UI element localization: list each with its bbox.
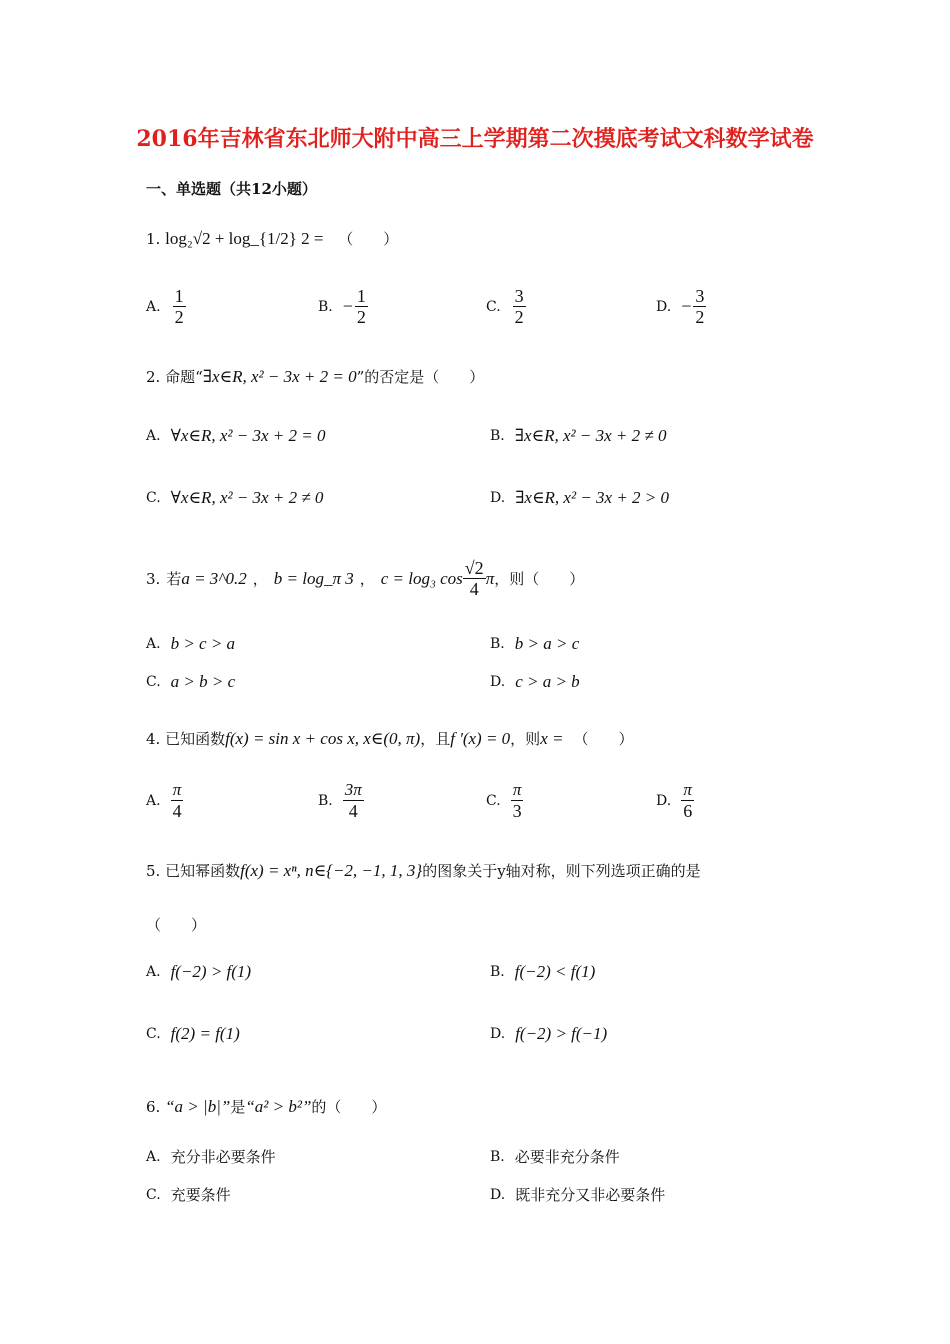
option-5c <box>146 1024 240 1044</box>
option-label: C. <box>486 298 501 315</box>
option-label: A. <box>146 298 161 315</box>
question-text: 若 <box>166 570 182 588</box>
fraction-denominator: 6 <box>683 801 693 821</box>
option-text: ∀x∈R, x² − 3x + 2 = 0 <box>170 426 326 445</box>
question-5-blank: （ ） <box>146 916 207 934</box>
option-label: B. <box>490 964 505 980</box>
option-fraction <box>355 286 368 327</box>
option-label: D. <box>490 674 506 690</box>
fraction-denominator: 2 <box>174 307 184 327</box>
option-fraction <box>171 780 184 821</box>
question-math-pi: π <box>485 568 495 588</box>
option-text: f(−2) > f(1) <box>170 962 252 981</box>
option-text: c > a > b <box>515 672 580 691</box>
question-math: f(x) = sin x + cos x, x∈(0, π) <box>225 729 421 748</box>
option-5b <box>490 962 595 982</box>
option-text: f(−2) < f(1) <box>514 962 596 981</box>
option-text: 既非充分又非必要条件 <box>515 1186 666 1204</box>
fraction-numerator: 1 <box>174 286 184 306</box>
option-fraction <box>681 780 694 821</box>
option-label: C. <box>146 1186 161 1203</box>
option-text: ∃x∈R, x² − 3x + 2 > 0 <box>515 488 670 507</box>
option-2c <box>146 488 323 508</box>
option-fraction <box>173 286 186 327</box>
option-text: 充分非必要条件 <box>170 1148 276 1166</box>
question-math: f(x) = xⁿ, n∈{−2, −1, 1, 3} <box>240 861 423 880</box>
option-label: C. <box>146 1026 161 1042</box>
option-fraction <box>343 780 364 821</box>
question-text: 已知幂函数 <box>165 862 241 880</box>
option-text: f(2) = f(1) <box>170 1024 240 1043</box>
option-label: A. <box>146 964 161 980</box>
question-math: f '(x) = 0 <box>450 729 511 748</box>
fraction-numerator: 3π <box>344 780 362 799</box>
option-1c <box>486 286 526 327</box>
option-2a <box>146 426 325 446</box>
option-3c <box>146 672 235 692</box>
option-label: B. <box>318 298 333 315</box>
option-3b <box>490 634 579 654</box>
option-label: D. <box>490 1026 506 1042</box>
fraction-numerator: 3 <box>514 286 524 306</box>
question-math: ∃x∈R, x² − 3x + 2 = 0 <box>202 367 357 386</box>
option-sign: − <box>342 296 353 316</box>
question-6 <box>146 1096 386 1117</box>
option-label: A. <box>146 792 161 809</box>
option-3a <box>146 634 235 654</box>
question-text: ，则（ ） <box>494 570 585 588</box>
option-label: A. <box>146 636 161 652</box>
question-2 <box>146 366 484 387</box>
question-text: 已知函数 <box>165 730 226 748</box>
question-number: 6. <box>146 1098 161 1116</box>
answer-blank: （ ） <box>573 730 634 748</box>
option-text: f(−2) > f(−1) <box>515 1024 608 1043</box>
option-label: C. <box>486 792 501 809</box>
option-label: C. <box>146 490 161 506</box>
question-math: “a² > b²” <box>245 1097 312 1116</box>
option-6b <box>490 1146 620 1167</box>
fraction-denominator: 2 <box>695 307 705 327</box>
fraction-numerator: √2 <box>464 558 484 578</box>
question-number: 5. <box>146 862 161 880</box>
option-text: 充要条件 <box>170 1186 231 1204</box>
option-4a <box>146 780 184 821</box>
option-label: D. <box>656 792 672 809</box>
option-fraction <box>693 286 706 327</box>
option-label: A. <box>146 1148 161 1165</box>
question-math-c: c = log₃ cos <box>380 568 463 588</box>
fraction-denominator: 4 <box>348 801 358 821</box>
question-fraction <box>463 558 486 599</box>
option-sign: − <box>681 296 692 316</box>
fraction-denominator: 4 <box>469 579 479 599</box>
fraction-denominator: 2 <box>356 307 366 327</box>
question-number: 3. <box>146 569 161 588</box>
fraction-numerator: π <box>512 780 522 799</box>
fraction-numerator: π <box>172 780 182 799</box>
option-4d <box>656 780 694 821</box>
question-text: 的（ ） <box>311 1098 387 1116</box>
section-heading: 一、单选题（共12小题） <box>146 180 317 198</box>
option-6a <box>146 1146 276 1167</box>
question-math: log₂√2 + log_{1/2} 2 = <box>165 229 324 248</box>
option-text: ∃x∈R, x² − 3x + 2 ≠ 0 <box>514 426 667 445</box>
option-5d <box>490 1024 607 1044</box>
option-6c <box>146 1184 231 1205</box>
option-label: C. <box>146 674 161 690</box>
option-label: A. <box>146 428 161 444</box>
option-label: B. <box>490 428 505 444</box>
option-2b <box>490 426 666 446</box>
fraction-denominator: 2 <box>514 307 524 327</box>
fraction-numerator: 3 <box>695 286 705 306</box>
question-text: 的图象关于y轴对称，则下列选项正确的是 <box>422 862 701 880</box>
option-4b <box>318 780 364 821</box>
fraction-numerator: 1 <box>356 286 366 306</box>
option-label: D. <box>490 1186 506 1203</box>
option-6d <box>490 1184 665 1205</box>
exam-title: 2016年吉林省东北师大附中高三上学期第二次摸底考试文科数学试卷 <box>136 126 814 152</box>
option-label: D. <box>490 490 506 506</box>
question-text: ，且 <box>420 730 451 748</box>
option-4c <box>486 780 524 821</box>
question-1 <box>146 228 398 249</box>
question-text: ，则 <box>510 730 541 748</box>
option-3d <box>490 672 580 692</box>
option-text: ∀x∈R, x² − 3x + 2 ≠ 0 <box>170 488 324 507</box>
question-number: 4. <box>146 730 161 748</box>
option-label: B. <box>318 792 333 809</box>
option-label: B. <box>490 1148 505 1165</box>
option-text: a > b > c <box>170 672 236 691</box>
question-3: 3. 若 a = 3^0.2 ， b = log_π 3 ， c = log₃ cos $\frac{√2}{4}$ π ，则（ ） <box>146 558 585 599</box>
question-text: 命题“ <box>165 368 203 386</box>
option-label: D. <box>656 298 672 315</box>
fraction-numerator: π <box>683 780 692 799</box>
option-text: 必要非充分条件 <box>514 1148 620 1166</box>
option-text: b > c > a <box>170 634 236 653</box>
answer-blank: （ ） <box>338 230 399 248</box>
option-2d <box>490 488 669 508</box>
question-math-b: b = log_π 3 <box>273 568 354 588</box>
option-fraction <box>513 286 526 327</box>
option-label: B. <box>490 636 505 652</box>
option-fraction <box>511 780 524 821</box>
question-4 <box>146 728 633 749</box>
option-1b <box>318 286 368 327</box>
fraction-denominator: 4 <box>172 801 182 821</box>
question-text: ”的否定是（ ） <box>356 368 485 386</box>
option-5a <box>146 962 251 982</box>
question-number: 1. <box>146 230 161 248</box>
question-5 <box>146 860 701 881</box>
question-math: x = <box>540 729 564 748</box>
question-text: 是 <box>230 1098 246 1116</box>
question-math: “a > |b|” <box>165 1097 231 1116</box>
option-1d <box>656 286 706 327</box>
question-number: 2. <box>146 368 161 386</box>
option-text: b > a > c <box>514 634 580 653</box>
option-1a <box>146 286 186 327</box>
fraction-denominator: 3 <box>512 801 522 821</box>
question-math-a: a = 3^0.2 <box>181 568 247 588</box>
